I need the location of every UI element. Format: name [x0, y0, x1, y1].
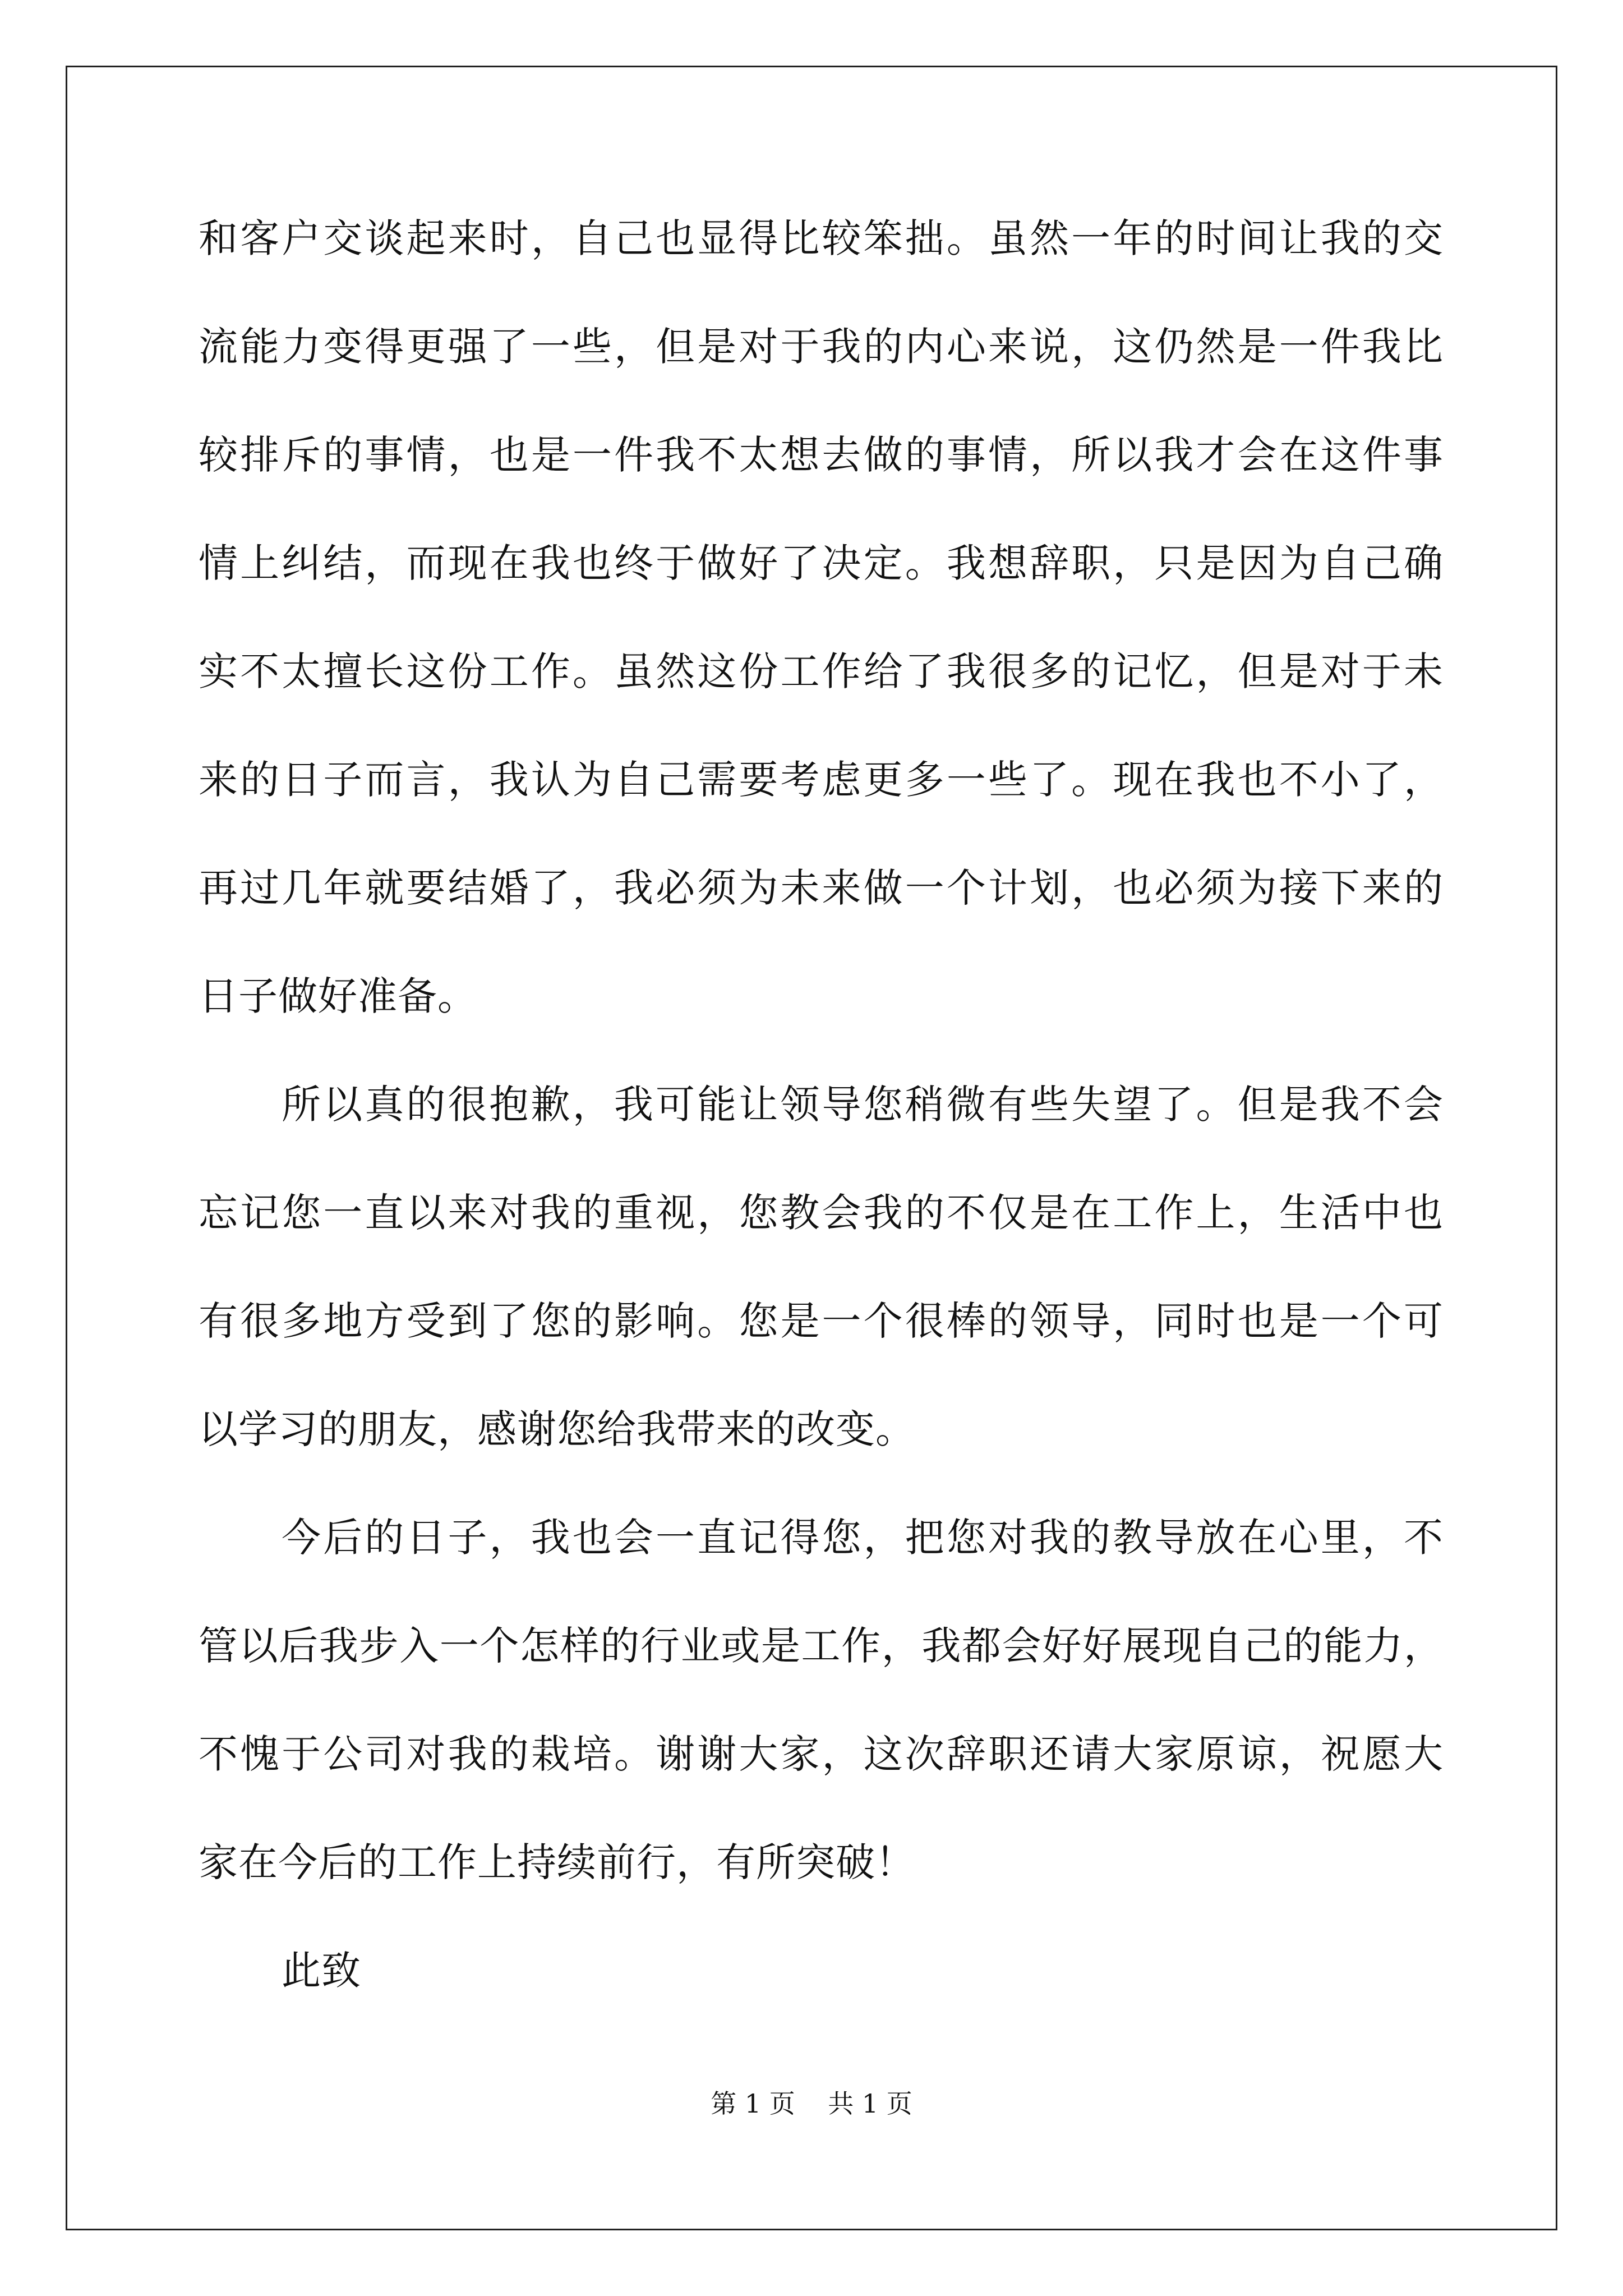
text-line: 流能力变得更强了一些，但是对于我的内心来说，这仍然是一件我比	[199, 324, 1444, 370]
text-line: 不愧于公司对我的栽培。谢谢大家，这次辞职还请大家原谅，祝愿大	[199, 1731, 1444, 1777]
text-line: 情上纠结，而现在我也终于做好了决定。我想辞职，只是因为自己确	[199, 540, 1444, 586]
text-line: 日子做好准备。	[199, 973, 477, 1019]
text-line: 忘记您一直以来对我的重视，您教会我的不仅是在工作上，生活中也	[199, 1190, 1444, 1236]
text-line: 以学习的朋友，感谢您给我带来的改变。	[199, 1406, 915, 1452]
text-line: 实不太擅长这份工作。虽然这份工作给了我很多的记忆，但是对于未	[199, 648, 1444, 694]
paragraph-start-line: 今后的日子，我也会一直记得您，把您对我的教导放在心里，不	[282, 1515, 1444, 1561]
text-line: 家在今后的工作上持续前行，有所突破！	[199, 1839, 915, 1885]
closing-salutation: 此致	[282, 1948, 361, 1994]
text-line: 管以后我步入一个怎样的行业或是工作，我都会好好展现自己的能力，	[199, 1623, 1444, 1669]
text-line: 较排斥的事情，也是一件我不太想去做的事情，所以我才会在这件事	[199, 432, 1444, 478]
text-line: 再过几年就要结婚了，我必须为未来做一个计划，也必须为接下来的	[199, 865, 1444, 911]
page-number-footer: 第 1 页 共 1 页	[711, 2088, 912, 2119]
text-line: 有很多地方受到了您的影响。您是一个很棒的领导，同时也是一个可	[199, 1298, 1444, 1344]
letter-body	[199, 215, 1444, 2058]
text-line: 和客户交谈起来时，自己也显得比较笨拙。虽然一年的时间让我的交	[199, 215, 1444, 261]
paragraph-start-line: 所以真的很抱歉，我可能让领导您稍微有些失望了。但是我不会	[282, 1082, 1444, 1128]
text-line: 来的日子而言，我认为自己需要考虑更多一些了。现在我也不小了，	[199, 757, 1444, 803]
